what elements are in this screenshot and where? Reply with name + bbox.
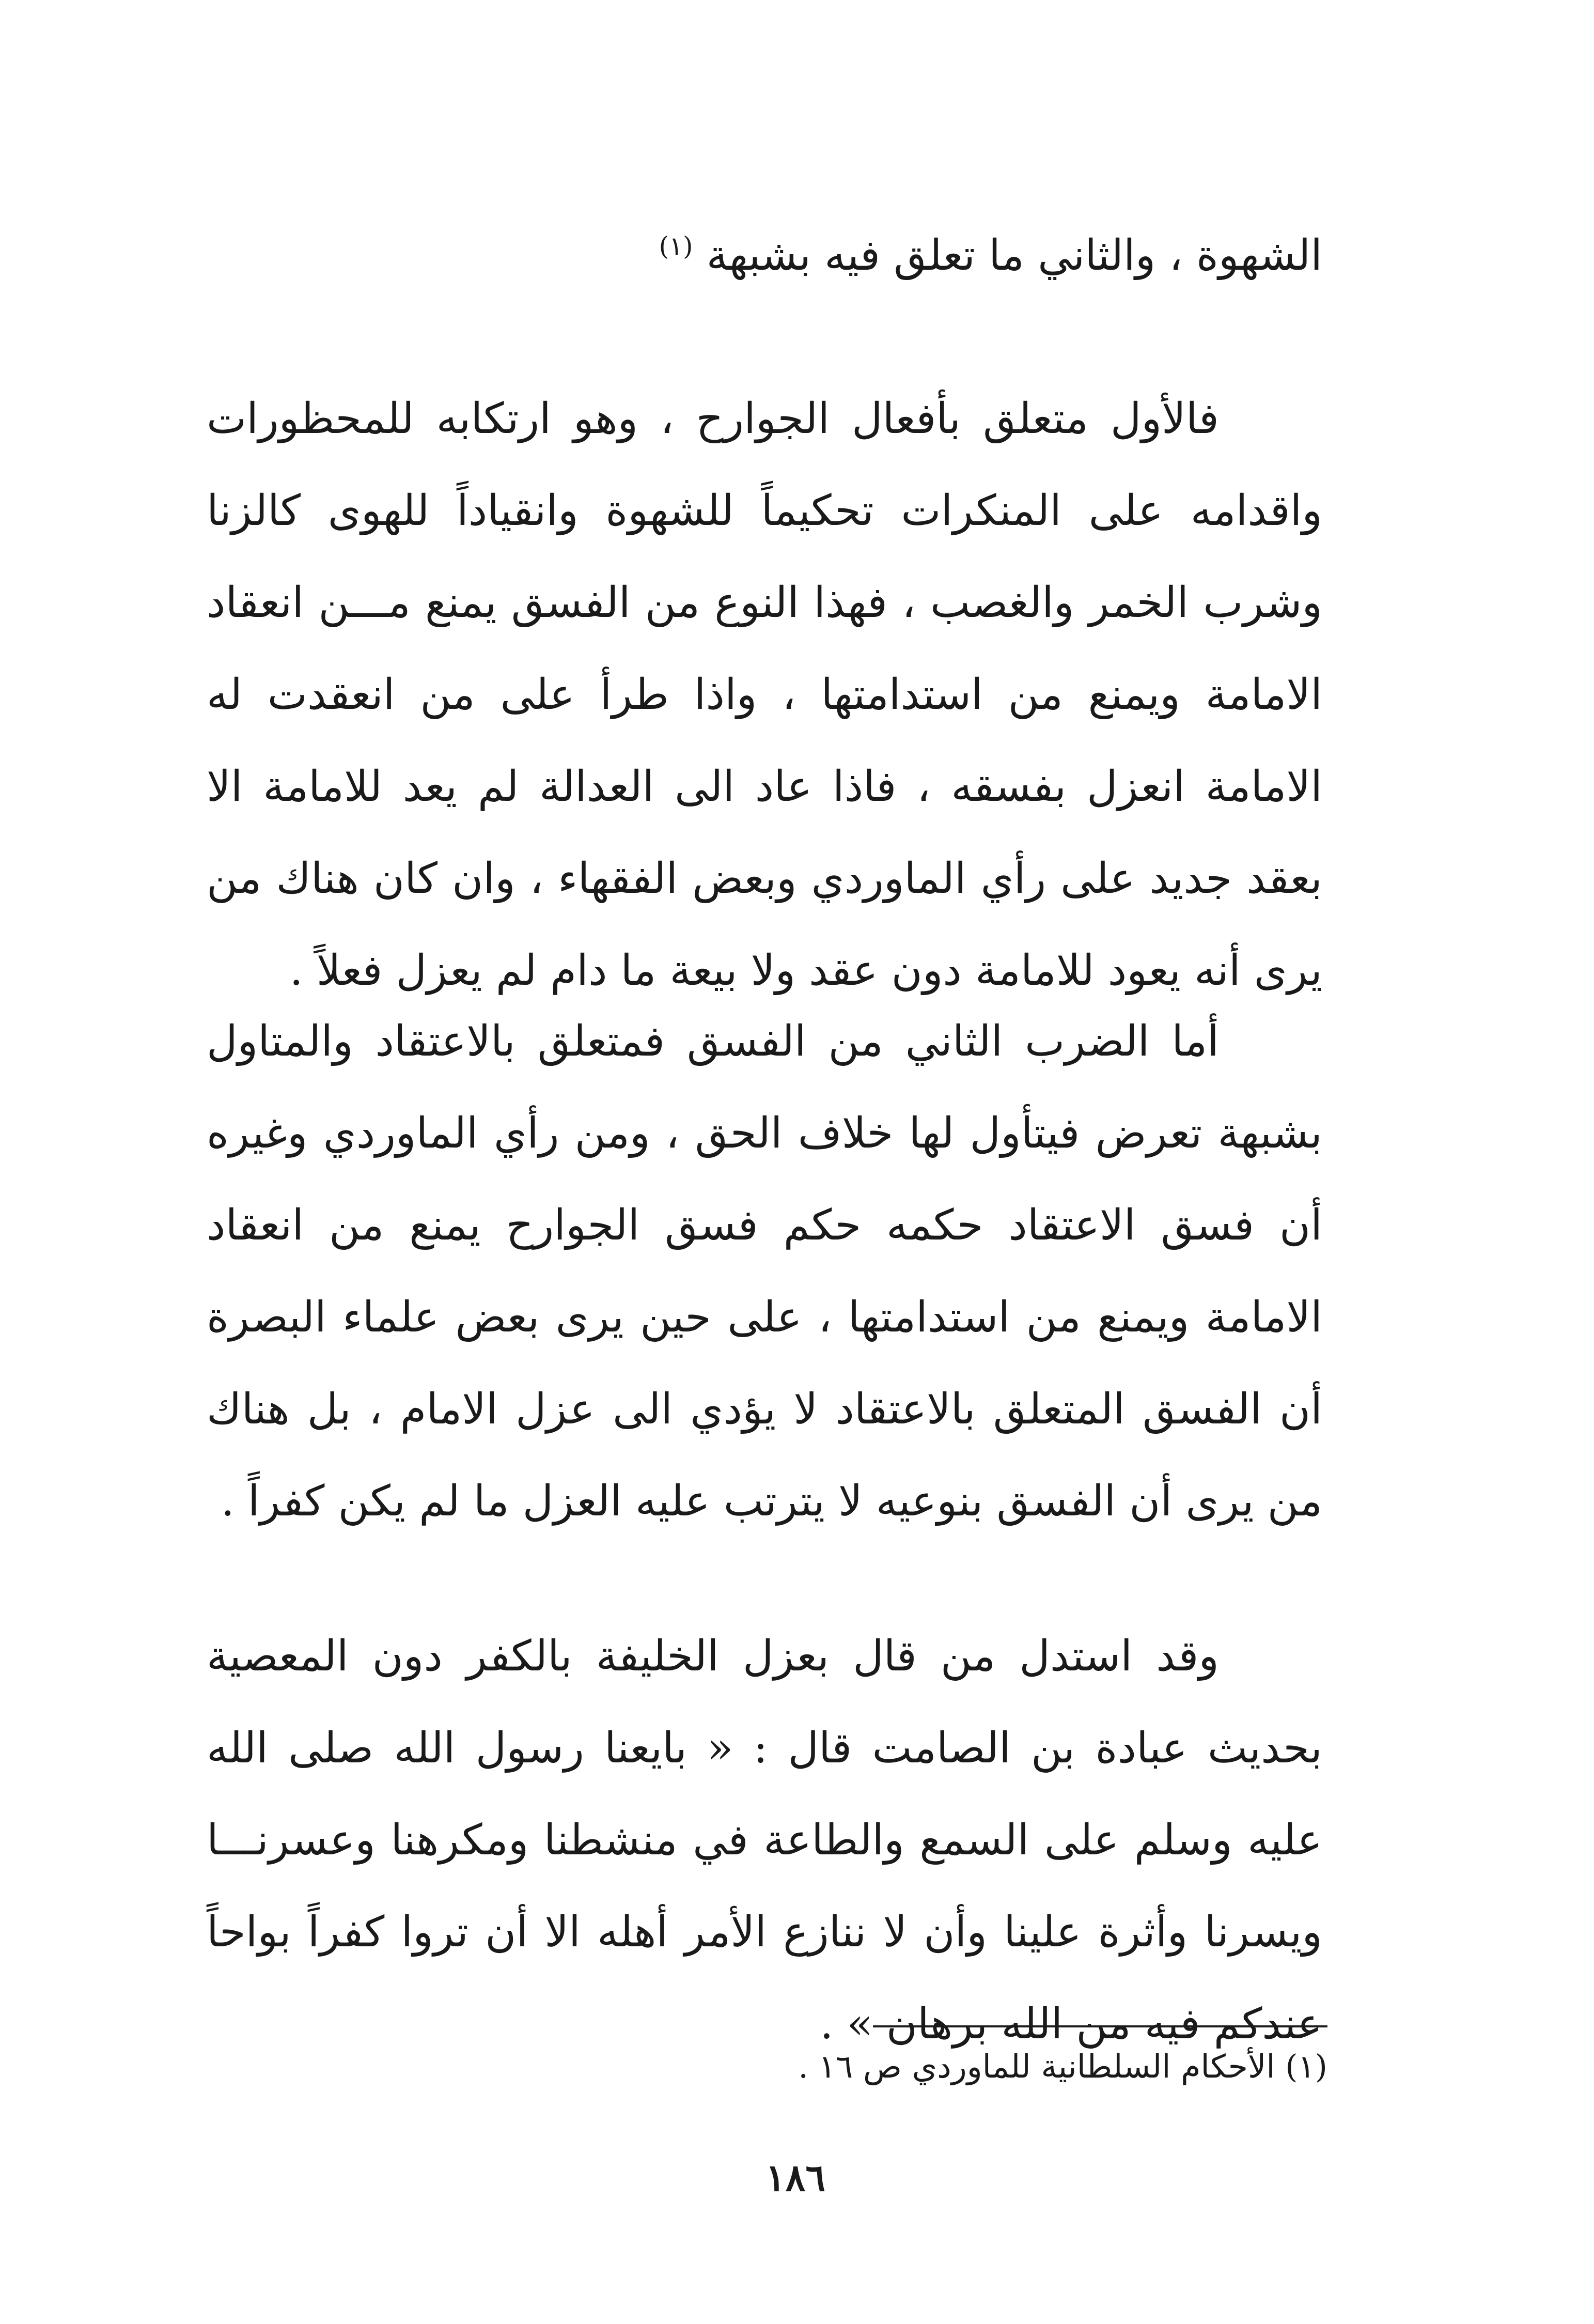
footnote-divider bbox=[873, 2025, 1327, 2027]
continued-line bbox=[207, 222, 1322, 289]
footnote-reference: (١) bbox=[659, 231, 693, 261]
paragraph-second-type-sin: أما الضرب الثاني من الفسق فمتعلق بالاعتقاد والمتاول بشبهة تعرض فيتأول لها خلاف الحق ، ومن رأي الماوردي وغيره أن فسق الاعتقاد حكمه حكم فسق الجوارح يمنع من انعقاد الامامة ويمنع من استدامتها ، على حين يرى بعض علماء البصرة أن الفسق المتعلق بالاعتقاد لا يؤدي الى عزل الامام ، بل هناك من يرى أن الفسق بنوعيه لا يترتب عليه العزل ما لم يكن كفراً . bbox=[207, 1017, 1322, 1526]
footnote: (١) الأحكام السلطانية للماوردي ص ١٦ . bbox=[798, 2048, 1327, 2085]
page-number: ١٨٦ bbox=[765, 2156, 825, 2199]
paragraph-first-type-sin: فالأول متعلق بأفعال الجوارح ، وهو ارتكابه للمحظورات واقدامه على المنكرات تحكيماً للشهوة وانقياداً للهوى كالزنا وشرب الخمر والغصب ، فهذا النوع من الفسق يمنع مـــن انعقاد الامامة ويمنع من استدامتها ، واذا طرأ على من انعقدت له الامامة انعزل بفسقه ، فاذا عاد الى العدالة لم يعد للامامة الا بعقد جديد على رأي الماوردي وبعض الفقهاء ، وان كان هناك من يرى أنه يعود للامامة دون عقد ولا بيعة ما دام لم يعزل فعلاً . bbox=[207, 394, 1322, 995]
paragraph-hadith-evidence: وقد استدل من قال بعزل الخليفة بالكفر دون المعصية بحديث عبادة بن الصامت قال : « بايعنا رسول الله صلى الله عليه وسلم على السمع والطاعة في منشطنا ومكرهنا وعسرنـــا ويسرنا وأثرة علينا وأن لا ننازع الأمر أهله الا أن تروا كفراً بواحاً عندكم فيه من الله برهان » . bbox=[207, 1632, 1322, 2049]
continued-line-text: الشهوة ، والثاني ما تعلق فيه بشبهة bbox=[706, 231, 1322, 280]
